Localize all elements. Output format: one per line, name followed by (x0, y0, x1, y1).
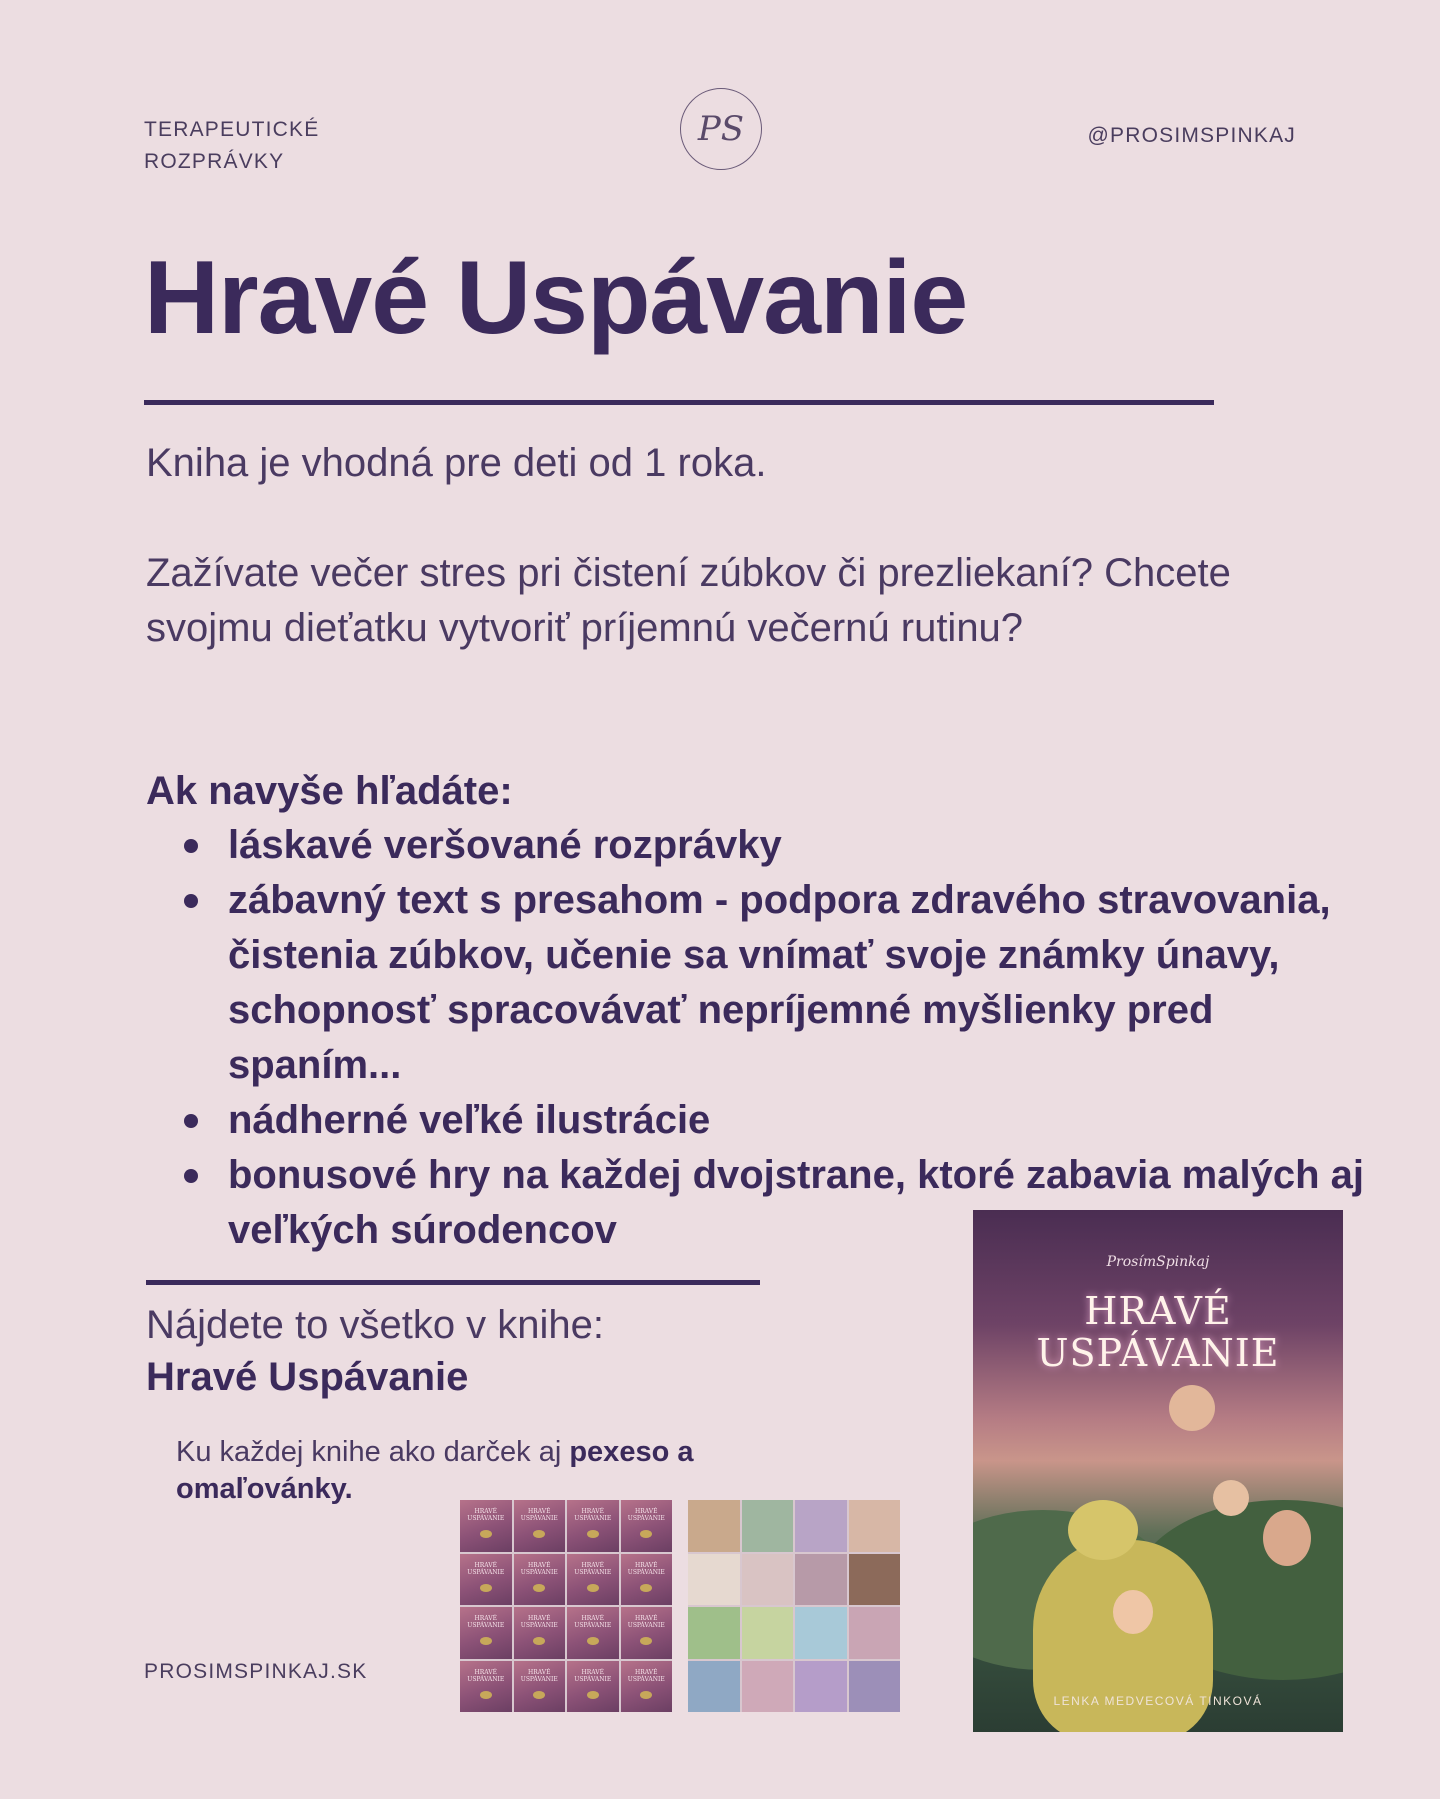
cover-series: ProsímSpinkaj (1106, 1254, 1210, 1270)
feature-text: láskavé veršované rozprávky (228, 823, 782, 867)
pexeso-card (460, 1500, 512, 1552)
cover-title (973, 1290, 1343, 1374)
question-text: Zažívate večer stres pri čistení zúbkov či prezliekaní? Chcete svojmu dieťatku vytvoriť príjemnú večernú rutinu? (146, 551, 1231, 650)
section-divider (146, 1280, 760, 1285)
pexeso-card (567, 1554, 619, 1606)
gift-text: Ku každej knihe ako darček aj (176, 1436, 570, 1468)
title-divider (144, 400, 1214, 405)
coloring-page (795, 1500, 847, 1552)
pexeso-card (460, 1554, 512, 1606)
coloring-page (795, 1661, 847, 1713)
bullet-icon (184, 894, 198, 908)
page-title: Hravé Uspávanie (144, 240, 968, 356)
pexeso-card-title: HRAVÉ USPÁVANIE (467, 1615, 505, 1629)
cover-title-line: HRAVÉ (1084, 1289, 1232, 1333)
pexeso-card-title: HRAVÉ USPÁVANIE (627, 1561, 665, 1576)
website-label: PROSIMSPINKAJ.SK (144, 1660, 368, 1683)
coloring-page (849, 1500, 901, 1552)
logo-monogram: PS (697, 109, 745, 149)
pexeso-card-title: HRAVÉ USPÁVANIE (520, 1508, 558, 1522)
coloring-page (849, 1554, 901, 1606)
feature-text: zábavný text s presahom - podpora zdravého stravovania, čistenia zúbkov, učenie sa vnímať svoje známky únavy, schopnosť spracovávať nepríjemné myšlienky pred spaním... (228, 878, 1331, 1087)
list-item (228, 818, 1388, 873)
pexeso-card (514, 1661, 566, 1713)
pexeso-card-art (480, 1584, 492, 1592)
cover-character (1263, 1510, 1311, 1566)
find-text: Nájdete to všetko v knihe: (146, 1303, 605, 1347)
pexeso-card-art (587, 1691, 599, 1699)
pexeso-card (514, 1607, 566, 1659)
pexeso-card-title: HRAVÉ USPÁVANIE (627, 1615, 665, 1629)
pexeso-card-art (480, 1530, 492, 1538)
pexeso-card-art (533, 1584, 545, 1592)
book-name: Hravé Uspávanie (146, 1355, 469, 1399)
coloring-page (688, 1554, 740, 1606)
pexeso-card-title: HRAVÉ USPÁVANIE (467, 1668, 505, 1683)
list-item (228, 1093, 1388, 1148)
feature-text: nádherné veľké ilustrácie (228, 1098, 711, 1142)
pexeso-card (621, 1500, 673, 1552)
pexeso-card-title: HRAVÉ USPÁVANIE (574, 1508, 612, 1522)
pexeso-card-title: HRAVÉ USPÁVANIE (574, 1561, 612, 1576)
list-item (228, 873, 1388, 1093)
book-cover-image (973, 1210, 1343, 1732)
pexeso-card (567, 1500, 619, 1552)
social-handle: @PROSIMSPINKAJ (1087, 124, 1296, 147)
list-heading: Ak navyše hľadáte: (146, 769, 513, 813)
pexeso-cards-image (460, 1500, 672, 1712)
pexeso-card (460, 1607, 512, 1659)
pexeso-card-art (640, 1637, 652, 1645)
coloring-page (688, 1661, 740, 1713)
coloring-page (688, 1607, 740, 1659)
pexeso-card-art (587, 1584, 599, 1592)
pexeso-card-title: HRAVÉ USPÁVANIE (627, 1668, 665, 1683)
cover-title-line: USPÁVANIE (1036, 1331, 1280, 1375)
pexeso-card-art (640, 1584, 652, 1592)
pexeso-card (460, 1661, 512, 1713)
coloring-page (742, 1554, 794, 1606)
coloring-page (742, 1607, 794, 1659)
pexeso-card-title: HRAVÉ USPÁVANIE (467, 1561, 505, 1576)
pexeso-card-title: HRAVÉ USPÁVANIE (574, 1668, 612, 1683)
pexeso-card-art (533, 1637, 545, 1645)
gift-bold-text: pexeso a omaľovánky. (176, 1436, 694, 1505)
cover-author: LENKA MEDVECOVÁ TINKOVÁ (1053, 1694, 1263, 1708)
coloring-page (742, 1661, 794, 1713)
intro-text: Kniha je vhodná pre deti od 1 roka. (146, 441, 767, 485)
pexeso-card (621, 1554, 673, 1606)
coloring-page (688, 1500, 740, 1552)
cover-character (1169, 1385, 1215, 1431)
brand-label (144, 114, 404, 178)
logo (680, 88, 762, 170)
pexeso-card-art (640, 1530, 652, 1538)
pexeso-card-art (587, 1530, 599, 1538)
coloring-page (849, 1607, 901, 1659)
coloring-pages-image (688, 1500, 900, 1712)
feature-text: bonusové hry na každej dvojstrane, ktoré zabavia malých aj veľkých súrodencov (228, 1153, 1364, 1252)
pexeso-card-art (640, 1691, 652, 1699)
pexeso-card-art (480, 1691, 492, 1699)
pexeso-card (514, 1500, 566, 1552)
feature-list (146, 818, 1388, 1258)
pexeso-card-art (533, 1530, 545, 1538)
pexeso-card-art (587, 1637, 599, 1645)
pexeso-card (567, 1607, 619, 1659)
coloring-page (795, 1554, 847, 1606)
cover-character (1213, 1480, 1249, 1516)
pexeso-card (567, 1661, 619, 1713)
pexeso-card-title: HRAVÉ USPÁVANIE (520, 1615, 558, 1629)
cover-dragon-head (1068, 1500, 1138, 1560)
brand-line-2: ROZPRÁVKY (144, 150, 285, 173)
bullet-icon (184, 839, 198, 853)
coloring-page (742, 1500, 794, 1552)
pexeso-card-title: HRAVÉ USPÁVANIE (520, 1668, 558, 1683)
pexeso-card-title: HRAVÉ USPÁVANIE (520, 1561, 558, 1576)
pexeso-card-title: HRAVÉ USPÁVANIE (627, 1508, 665, 1522)
cover-character (1113, 1590, 1153, 1634)
pexeso-card-title: HRAVÉ USPÁVANIE (574, 1615, 612, 1629)
brand-line-1: TERAPEUTICKÉ (144, 118, 320, 141)
pexeso-card-art (533, 1691, 545, 1699)
pexeso-card (621, 1607, 673, 1659)
coloring-page (849, 1661, 901, 1713)
coloring-page (795, 1607, 847, 1659)
bullet-icon (184, 1114, 198, 1128)
pexeso-card-title: HRAVÉ USPÁVANIE (467, 1508, 505, 1522)
pexeso-card (514, 1554, 566, 1606)
pexeso-card (621, 1661, 673, 1713)
pexeso-card-art (480, 1637, 492, 1645)
bullet-icon (184, 1169, 198, 1183)
gift-note (176, 1434, 736, 1508)
